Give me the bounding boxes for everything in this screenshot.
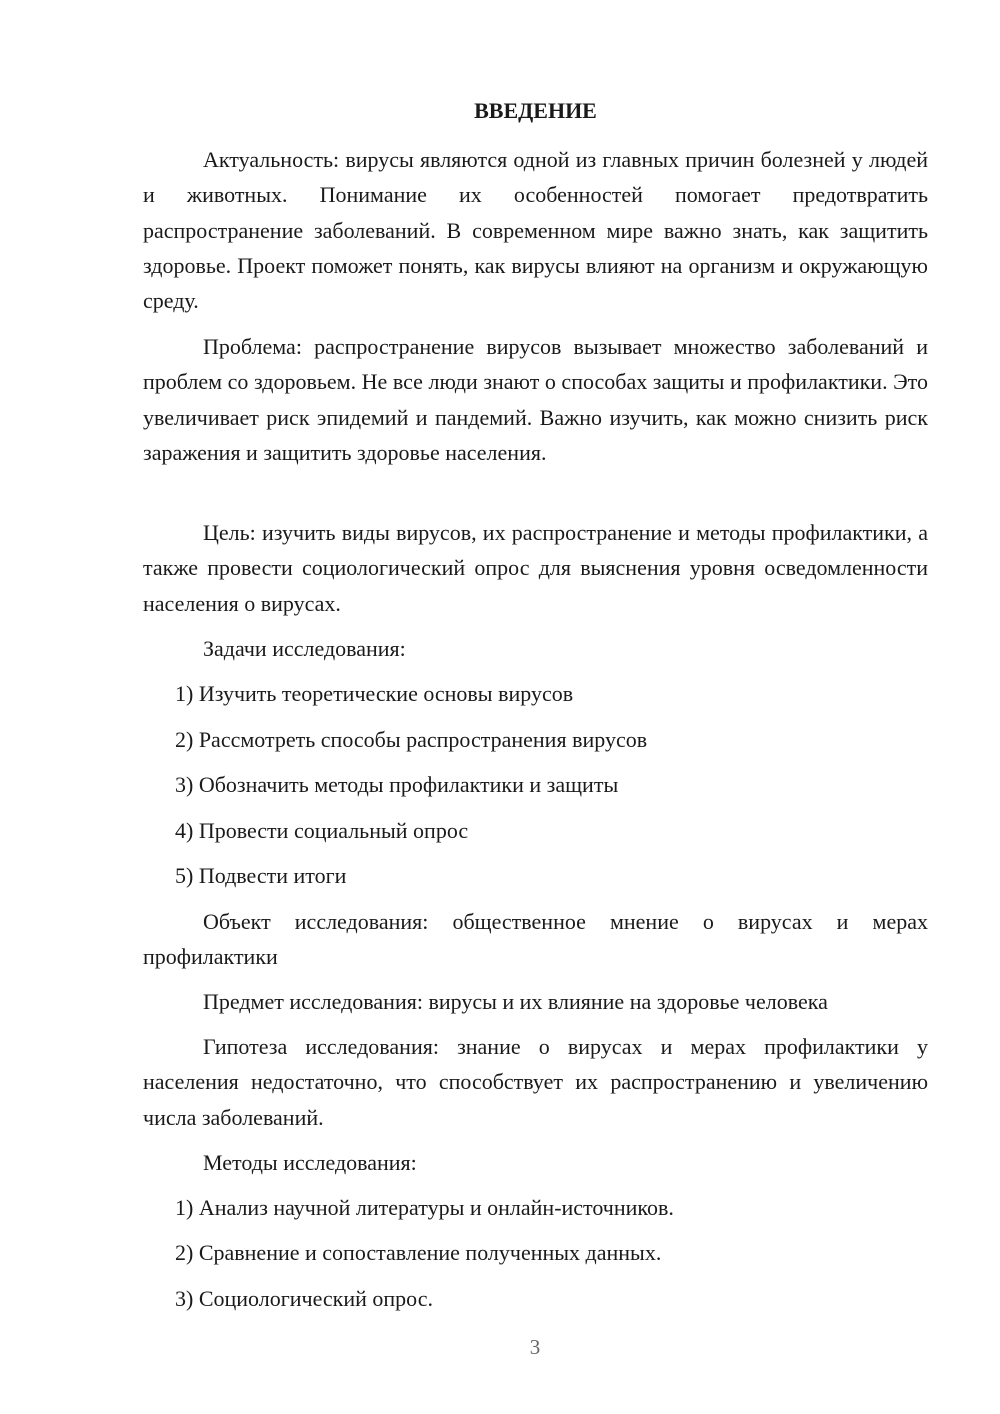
task-item: 5) Подвести итоги <box>175 863 347 888</box>
subject-paragraph: Предмет исследования: вирусы и их влияние на здоровье человека <box>203 989 828 1014</box>
task-item: 1) Изучить теоретические основы вирусов <box>175 681 574 706</box>
hypothesis-paragraph: Гипотеза исследования: знание о вирусах и мерах профилактики у населения недостаточно, что способствует их распространению и увеличению числа заболеваний. <box>143 1034 928 1130</box>
method-item: 2) Сравнение и сопоставление полученных данных. <box>175 1240 662 1265</box>
problem-paragraph: Проблема: распространение вирусов вызывает множество заболеваний и проблем со здоровьем. Не все люди знают о способах защиты и профилактики. Это увеличивает риск эпидемий и пандемий. Важно изучить, как можно снизить риск заражения и защитить здоровье населения. <box>143 334 928 465</box>
methods-label: Методы исследования: <box>203 1150 417 1175</box>
method-item: 1) Анализ научной литературы и онлайн-источников. <box>175 1195 674 1220</box>
tasks-label: Задачи исследования: <box>203 636 406 661</box>
goal-paragraph: Цель: изучить виды вирусов, их распространение и методы профилактики, а также провести социологический опрос для выяснения уровня осведомленности населения о вирусах. <box>143 520 928 616</box>
task-item: 4) Провести социальный опрос <box>175 818 469 843</box>
task-item: 3) Обозначить методы профилактики и защиты <box>175 772 619 797</box>
object-paragraph: Объект исследования: общественное мнение о вирусах и мерах профилактики <box>143 909 928 970</box>
task-item: 2) Рассмотреть способы распространения вирусов <box>175 727 648 752</box>
relevance-paragraph: Актуальность: вирусы являются одной из главных причин болезней у людей и животных. Понимание их особенностей помогает предотвратить распространение заболеваний. В современном мире важно знать, как защитить здоровье. Проект поможет понять, как вирусы влияют на организм и окружающую среду. <box>143 147 928 314</box>
page-number: 3 <box>529 1335 541 1359</box>
page-title: ВВЕДЕНИЕ <box>474 98 597 123</box>
method-item: 3) Социологический опрос. <box>175 1286 433 1311</box>
